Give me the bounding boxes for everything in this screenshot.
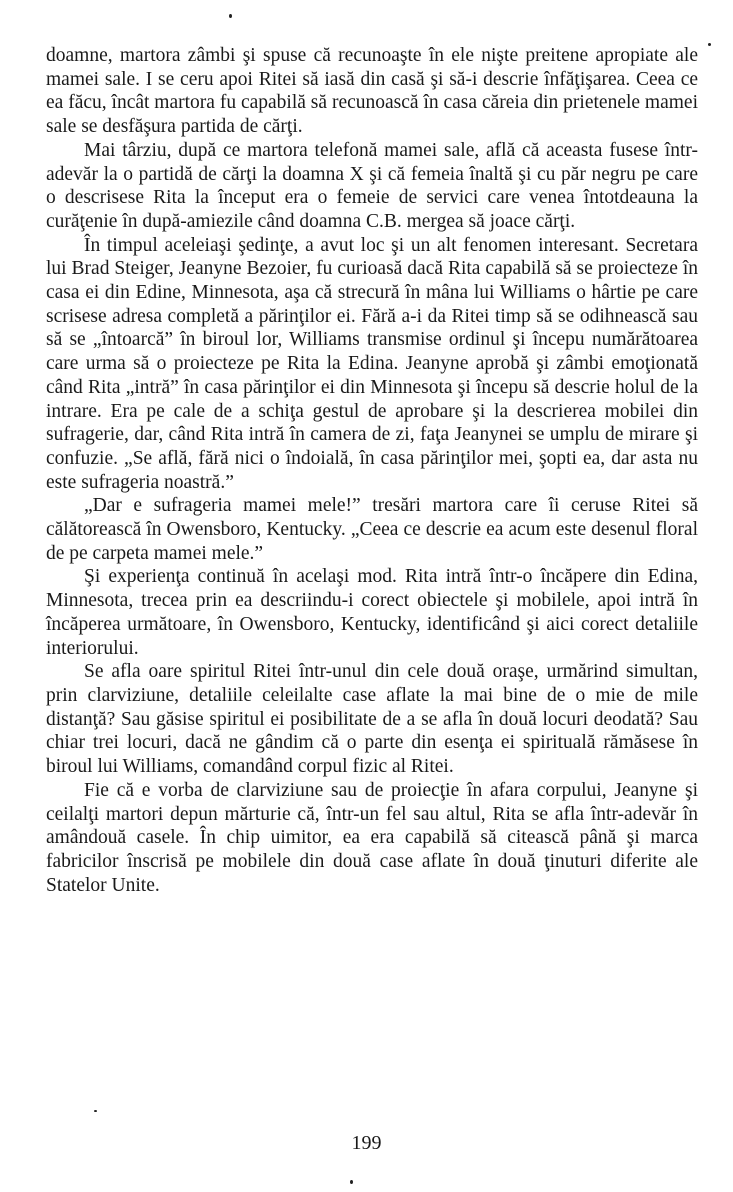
paragraph: În timpul aceleiaşi şedinţe, a avut loc şi un alt fenomen interesant. Secretara lui Brad Steiger, Jeanyne Bezoier, fu curioasă dacă Rita capabilă să se proiecteze în casa ei din Edine, Minnesota, aşa că strecură în mâna lui Williams o hârtie pe care scrisese adresa completă a părinţilor ei. Fără a-i da Ritei timp să se odihnească sau să se „întoarcă” în biroul lor, Williams transmise ordinul şi începu numărătoarea care urma să o proiecteze pe Rita la Edina. Jeanyne aprobă şi zâmbi emoţionată când Rita „intră” în casa părinţilor ei din Minnesota şi începu să descrie holul de la intrare. Era pe cale de a schiţa gestul de aprobare şi la descrierea mobilei din sufragerie, dar, când Rita intră în camera de zi, faţa Jeanynei se umplu de mirare şi confuzie. „Se află, fără nici o îndoială, în casa părinţilor mei, şopti ea, dar asta nu este sufrageria noastră.” bbox=[46, 234, 698, 493]
scan-speck bbox=[350, 1180, 353, 1184]
paragraph: Mai târziu, după ce martora telefonă mamei sale, află că aceasta fusese într-adevăr la o partidă de cărţi la doamna X şi că femeia înaltă şi cu păr negru pe care o descrisese Rita la început era o femeie de servici care venea întotdeauna la curăţenie în după-amiezile când doamna C.B. mergea să joace cărţi. bbox=[46, 139, 698, 232]
paragraph: Şi experienţa continuă în acelaşi mod. Rita intră într-o încăpere din Edina, Minnesota, trecea prin ea descriindu-i corect obiectele şi mobilele, apoi intră în încăperea următoare, în Owensboro, Kentucky, identificând şi aici corect detaliile interiorului. bbox=[46, 566, 698, 659]
scan-speck bbox=[708, 43, 711, 46]
scan-speck bbox=[229, 14, 232, 18]
paragraph: „Dar e sufrageria mamei mele!” tresări martora care îi ceruse Ritei să călătorească în Owensboro, Kentucky. „Ceea ce descrie ea acum este desenul floral de pe carpeta mamei mele.” bbox=[46, 495, 698, 564]
page-number: 199 bbox=[351, 1132, 382, 1154]
body-text bbox=[46, 44, 698, 897]
scan-speck bbox=[94, 1110, 97, 1112]
paragraph: Fie că e vorba de clarviziune sau de proiecţie în afara corpului, Jeanyne şi ceilalţi martori depun mărturie că, într-un fel sau altul, Rita se afla într-adevăr în amândouă casele. În chip uimitor, ea era capabilă să citească până şi marca fabricilor înscrisă pe mobilele din două case aflate în două ţinuturi diferite ale Statelor Unite. bbox=[46, 779, 698, 896]
paragraph: Se afla oare spiritul Ritei într-unul din cele două oraşe, urmărind simultan, prin clarviziune, detaliile celeilalte case aflate la mai bine de o mie de mile distanţă? Sau găsise spiritul ei posibilitate de a se afla în două locuri deodată? Sau chiar trei locuri, dacă ne gândim că o parte din esenţa ei spirituală rămăsese în biroul lui Williams, comandând corpul fizic al Ritei. bbox=[46, 661, 698, 778]
paragraph: doamne, martora zâmbi şi spuse că recunoaşte în ele nişte preitene apropiate ale mamei sale. I se ceru apoi Ritei să iasă din casă şi să-i descrie înfăţişarea. Ceea ce ea făcu, încât martora fu capabilă să recunoască în casa căreia din prietenele mamei sale se desfăşura partida de cărţi. bbox=[46, 45, 698, 138]
